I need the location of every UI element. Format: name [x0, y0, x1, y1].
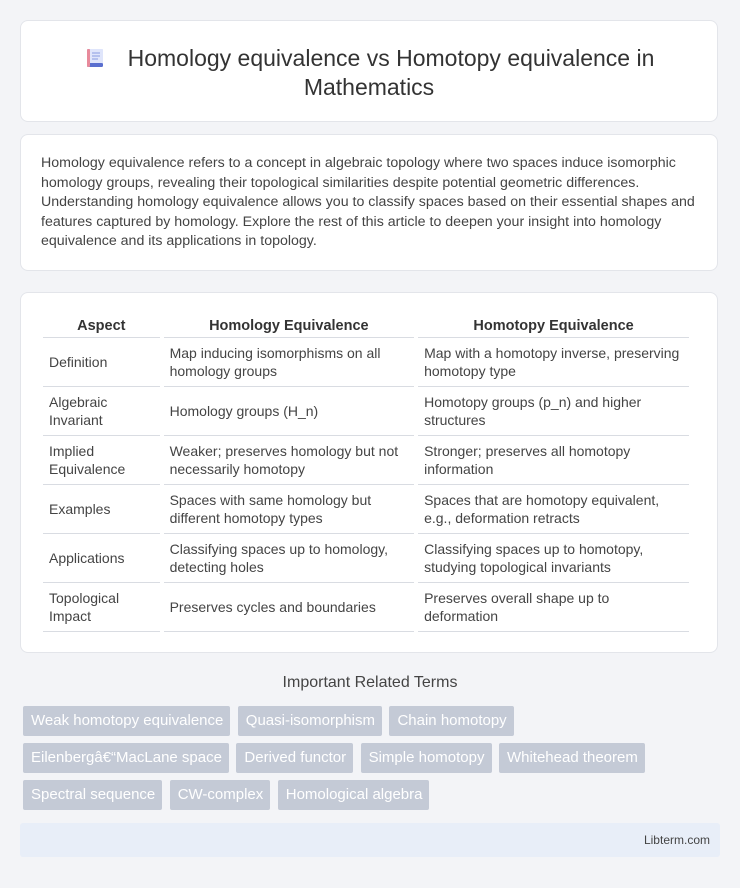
- page-title-container: [21, 44, 717, 102]
- row-aspect: Examples: [43, 485, 160, 534]
- related-term-tag[interactable]: Simple homotopy: [361, 743, 492, 773]
- row-homology: Preserves cycles and boundaries: [164, 583, 415, 632]
- row-homotopy: Homotopy groups (p_n) and higher structures: [418, 387, 689, 436]
- related-term-tag[interactable]: Chain homotopy: [389, 706, 513, 736]
- row-homology: Homology groups (H_n): [164, 387, 415, 436]
- row-aspect: Definition: [43, 338, 160, 387]
- related-term-tag[interactable]: Weak homotopy equivalence: [23, 706, 230, 736]
- row-homotopy: Preserves overall shape up to deformation: [418, 583, 689, 632]
- row-homology: Spaces with same homology but different homotopy types: [164, 485, 415, 534]
- row-aspect: Algebraic Invariant: [43, 387, 160, 436]
- related-term-tag[interactable]: Homological algebra: [278, 780, 430, 810]
- table-row: [43, 534, 689, 583]
- row-aspect: Implied Equivalence: [43, 436, 160, 485]
- related-term-tag[interactable]: Eilenbergâ€“MacLane space: [23, 743, 229, 773]
- header-homotopy: Homotopy Equivalence: [418, 315, 689, 338]
- intro-card: [20, 134, 718, 271]
- page-title: Homology equivalence vs Homotopy equivalence in Mathematics: [127, 45, 655, 100]
- table-row: [43, 436, 689, 485]
- intro-paragraph: Homology equivalence refers to a concept in algebraic topology where two spaces induce isomorphic homology groups, revealing their topological similarities despite potential geometric differences. Understanding homology equivalence allows you to classify spaces based on their essential shapes and features captured by homology. Explore the rest of this article to deepen your insight into homology equivalence and its applications in topology.: [41, 155, 695, 250]
- related-term-tag[interactable]: Quasi-isomorphism: [238, 706, 382, 736]
- site-credit[interactable]: Libterm.com: [643, 833, 710, 847]
- book-icon: [84, 47, 106, 69]
- related-terms-list: [23, 706, 703, 817]
- row-homology: Weaker; preserves homology but not necessarily homotopy: [164, 436, 415, 485]
- comparison-card: [20, 292, 718, 653]
- related-term-tag[interactable]: Derived functor: [236, 743, 353, 773]
- row-aspect: Applications: [43, 534, 160, 583]
- related-term-tag[interactable]: CW-complex: [170, 780, 271, 810]
- row-homology: Map inducing isomorphisms on all homology groups: [164, 338, 415, 387]
- row-homotopy: Map with a homotopy inverse, preserving homotopy type: [418, 338, 689, 387]
- related-terms-heading: Important Related Terms: [282, 674, 458, 691]
- row-homotopy: Spaces that are homotopy equivalent, e.g., deformation retracts: [418, 485, 689, 534]
- row-homology: Classifying spaces up to homology, detecting holes: [164, 534, 415, 583]
- row-aspect: Topological Impact: [43, 583, 160, 632]
- table-row: [43, 387, 689, 436]
- header-homology: Homology Equivalence: [164, 315, 415, 338]
- row-homotopy: Classifying spaces up to homotopy, studying topological invariants: [418, 534, 689, 583]
- row-homotopy: Stronger; preserves all homotopy information: [418, 436, 689, 485]
- table-row: [43, 583, 689, 632]
- header-aspect: Aspect: [43, 315, 160, 338]
- related-term-tag[interactable]: Whitehead theorem: [499, 743, 645, 773]
- title-card: [20, 20, 718, 122]
- comparison-table: [39, 315, 693, 632]
- table-header-row: [43, 315, 689, 338]
- table-row: [43, 338, 689, 387]
- related-term-tag[interactable]: Spectral sequence: [23, 780, 162, 810]
- table-row: [43, 485, 689, 534]
- footer-bar: [20, 823, 720, 857]
